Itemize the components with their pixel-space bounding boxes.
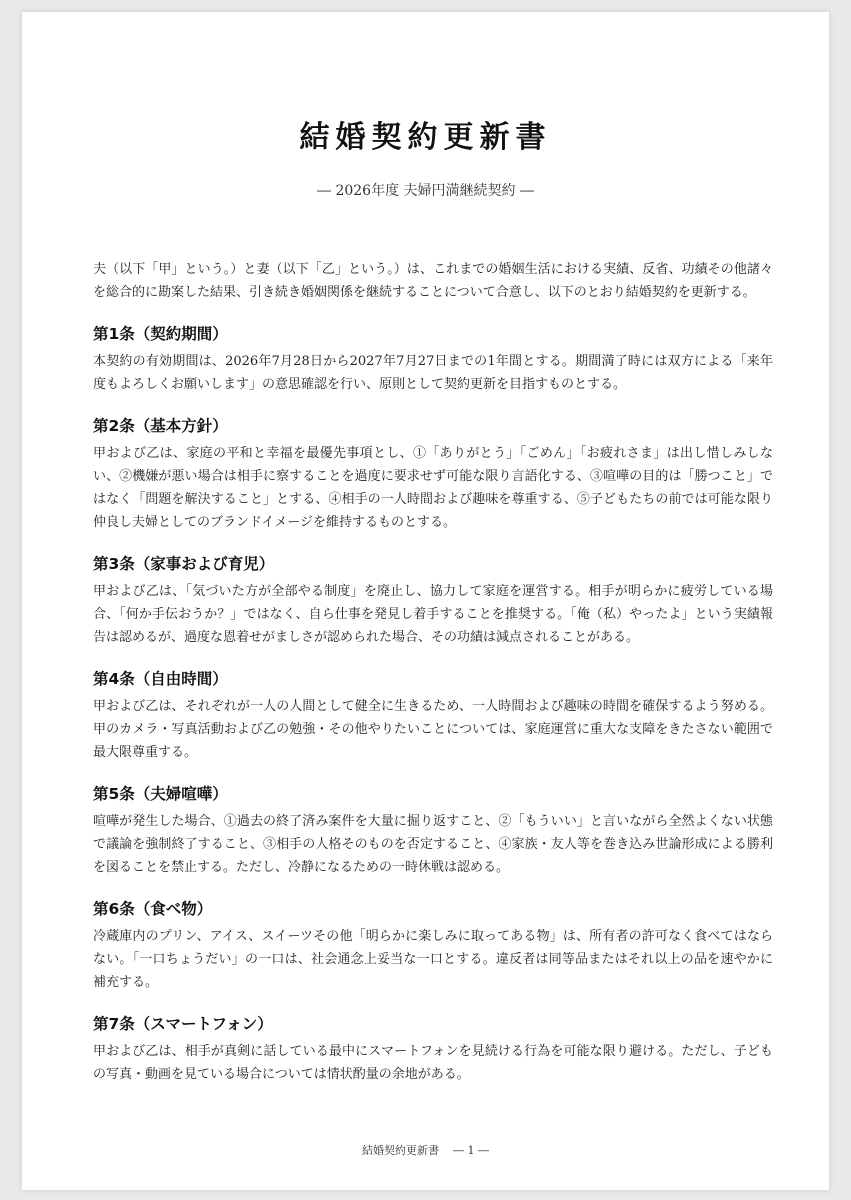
article-body: 甲および乙は、相手が真剣に話している最中にスマートフォンを見続ける行為を可能な限り避ける。ただし、子どもの写真・動画を見ている場合については情状酌量の余地がある。 — [93, 1044, 773, 1082]
article-heading: 第1条（契約期間） — [93, 325, 228, 343]
page-footer — [0, 1143, 851, 1159]
footer-label: 結婚契約更新書 — [362, 1144, 439, 1157]
article-body: 冷蔵庫内のプリン、アイス、スイーツその他「明らかに楽しみに取ってある物」は、所有者の許可なく食べてはならない。「一口ちょうだい」の一口は、社会通念上妥当な一口とする。違反者は同等品またはそれ以上の品を速やかに補充する。 — [93, 929, 773, 990]
article-heading: 第3条（家事および育児） — [93, 555, 275, 573]
article-5 — [93, 782, 773, 879]
article-body: 甲および乙は、家庭の平和と幸福を最優先事項とし、①「ありがとう」「ごめん」「お疲れさま」は出し惜しみしない、②機嫌が悪い場合は相手に察することを過度に要求せず可能な限り言語化する、③喧嘩の目的は「勝つこと」ではなく「問題を解決すること」とする、④相手の一人時間および趣味を尊重する、⑤子どもたちの前では可能な限り仲良し夫婦としてのブランドイメージを維持するものとする。 — [93, 446, 773, 530]
article-heading: 第7条（スマートフォン） — [93, 1015, 273, 1033]
preamble: 夫（以下「甲」という。）と妻（以下「乙」という。）は、これまでの婚姻生活における実績、反省、功績その他諸々を総合的に勘案した結果、引き続き婚姻関係を継続することについて合意し、以下のとおり結婚契約を更新する。 — [93, 262, 773, 300]
document-body — [93, 258, 773, 1086]
article-body: 喧嘩が発生した場合、①過去の終了済み案件を大量に掘り返すこと、②「もういい」と言いながら全然よくない状態で議論を強制終了すること、③相手の人格そのものを否定すること、④家族・友人等を巻き込み世論形成による勝利を図ることを禁止する。ただし、冷静になるための一時休戦は認める。 — [93, 814, 773, 875]
article-6 — [93, 897, 773, 994]
article-heading: 第5条（夫婦喧嘩） — [93, 785, 228, 803]
article-1 — [93, 322, 773, 396]
document-title: 結婚契約更新書 — [299, 120, 552, 155]
document-subtitle: ― 2026年度 夫婦円満継続契約 ― — [317, 183, 534, 199]
article-3 — [93, 552, 773, 649]
article-7 — [93, 1012, 773, 1086]
article-body: 甲および乙は、それぞれが一人の人間として健全に生きるため、一人時間および趣味の時間を確保するよう努める。甲のカメラ・写真活動および乙の勉強・その他やりたいことについては、家庭運営に重大な支障をきたさない範囲で最大限尊重する。 — [93, 699, 773, 760]
page-number: ― 1 ― — [453, 1144, 489, 1157]
article-4 — [93, 667, 773, 764]
article-heading: 第6条（食べ物） — [93, 900, 213, 918]
article-2 — [93, 414, 773, 534]
article-heading: 第2条（基本方針） — [93, 417, 228, 435]
article-heading: 第4条（自由時間） — [93, 670, 228, 688]
article-body: 甲および乙は、「気づいた方が全部やる制度」を廃止し、協力して家庭を運営する。相手が明らかに疲労している場合、「何か手伝おうか？」ではなく、自ら仕事を発見し着手することを推奨する。「俺（私）やったよ」という実績報告は認めるが、過度な恩着せがましさが認められた場合、その功績は減点されることがある。 — [93, 584, 773, 645]
article-body: 本契約の有効期間は、2026年7月28日から2027年7月27日までの1年間とする。期間満了時には双方による「来年度もよろしくお願いします」の意思確認を行い、原則として契約更新を目指すものとする。 — [93, 354, 773, 392]
